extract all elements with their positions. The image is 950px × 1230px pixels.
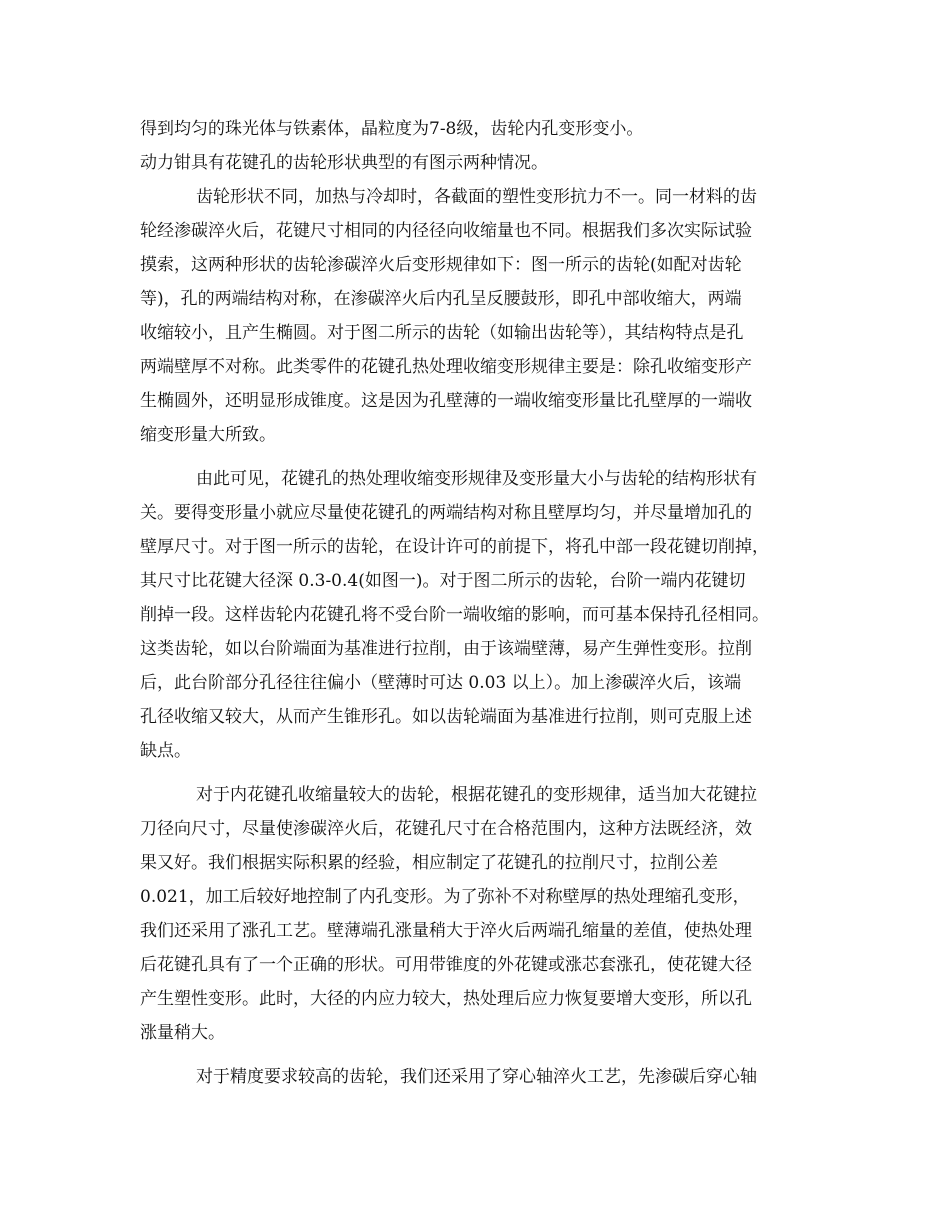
text-line: 孔径收缩又较大，从而产生锥形孔。如以齿轮端面为基准进行拉削，则可克服上述: [140, 707, 752, 727]
text-line: 等)，孔的两端结构对称，在渗碳淬火后内孔呈反腰鼓形，即孔中部收缩大，两端: [140, 289, 742, 309]
text-line: 刀径向尺寸，尽量使渗碳淬火后，花键孔尺寸在合格范围内，这种方法既经济，效: [140, 819, 752, 839]
paragraph-first-line: 对于内花键孔收缩量较大的齿轮，根据花键孔的变形规律，适当加大花键拉: [196, 785, 757, 805]
paragraph-first-line: 由此可见，花键孔的热处理收缩变形规律及变形量大小与齿轮的结构形状有: [196, 469, 757, 489]
text-line: 果又好。我们根据实际积累的经验，相应制定了花键孔的拉削尺寸，拉削公差: [140, 853, 718, 873]
text-line: 我们还采用了涨孔工艺。壁薄端孔涨量稍大于淬火后两端孔缩量的差值，使热处理: [140, 921, 752, 941]
text-line: 关。要得变形量小就应尽量使花键孔的两端结构对称且壁厚均匀，并尽量增加孔的: [140, 503, 752, 523]
paragraph-first-line: 齿轮形状不同，加热与冷却时，各截面的塑性变形抗力不一。同一材料的齿: [196, 187, 757, 207]
text-line: 后花键孔具有了一个正确的形状。可用带锥度的外花键或涨芯套涨孔，使花键大径: [140, 955, 752, 975]
text-line: 收缩较小，且产生椭圆。对于图二所示的齿轮（如输出齿轮等），其结构特点是孔: [140, 323, 744, 343]
text-line: 生椭圆外，还明显形成锥度。这是因为孔壁薄的一端收缩变形量比孔壁厚的一端收: [140, 391, 752, 411]
paragraph-first-line: 对于精度要求较高的齿轮，我们还采用了穿心轴淬火工艺，先渗碳后穿心轴: [196, 1067, 757, 1087]
text-line: 缩变形量大所致。: [140, 425, 276, 445]
text-line: 后，此台阶部分孔径往往偏小（壁薄时可达 0.03 以上）。加上渗碳淬火后，该端: [140, 673, 742, 693]
text-line: 壁厚尺寸。对于图一所示的齿轮，在设计许可的前提下，将孔中部一段花键切削掉，: [140, 537, 769, 557]
text-line: 摸索，这两种形状的齿轮渗碳淬火后变形规律如下：图一所示的齿轮(如配对齿轮: [140, 255, 742, 275]
text-line: 削掉一段。这样齿轮内花键孔将不受台阶一端收缩的影响，而可基本保持孔径相同。: [140, 605, 769, 625]
text-line: 涨量稍大。: [140, 1023, 225, 1043]
text-line: 0.021，加工后较好地控制了内孔变形。为了弥补不对称壁厚的热处理缩孔变形，: [140, 887, 750, 907]
text-line: 缺点。: [140, 741, 191, 761]
text-line: 这类齿轮，如以台阶端面为基准进行拉削，由于该端壁薄，易产生弹性变形。拉削: [140, 639, 752, 659]
text-line: 产生塑性变形。此时，大径的内应力较大，热处理后应力恢复要增大变形，所以孔: [140, 989, 752, 1009]
text-line: 其尺寸比花键大径深 0.3-0.4(如图一)。对于图二所示的齿轮，台阶一端内花键切: [140, 571, 746, 591]
text-line: 两端壁厚不对称。此类零件的花键孔热处理收缩变形规律主要是：除孔收缩变形产: [140, 357, 752, 377]
text-line: 轮经渗碳淬火后，花键尺寸相同的内径径向收缩量也不同。根据我们多次实际试验: [140, 221, 752, 241]
text-line: 动力钳具有花键孔的齿轮形状典型的有图示两种情况。: [140, 153, 548, 173]
text-line: 得到均匀的珠光体与铁素体，晶粒度为7-8级，齿轮内孔变形变小。: [140, 119, 644, 139]
